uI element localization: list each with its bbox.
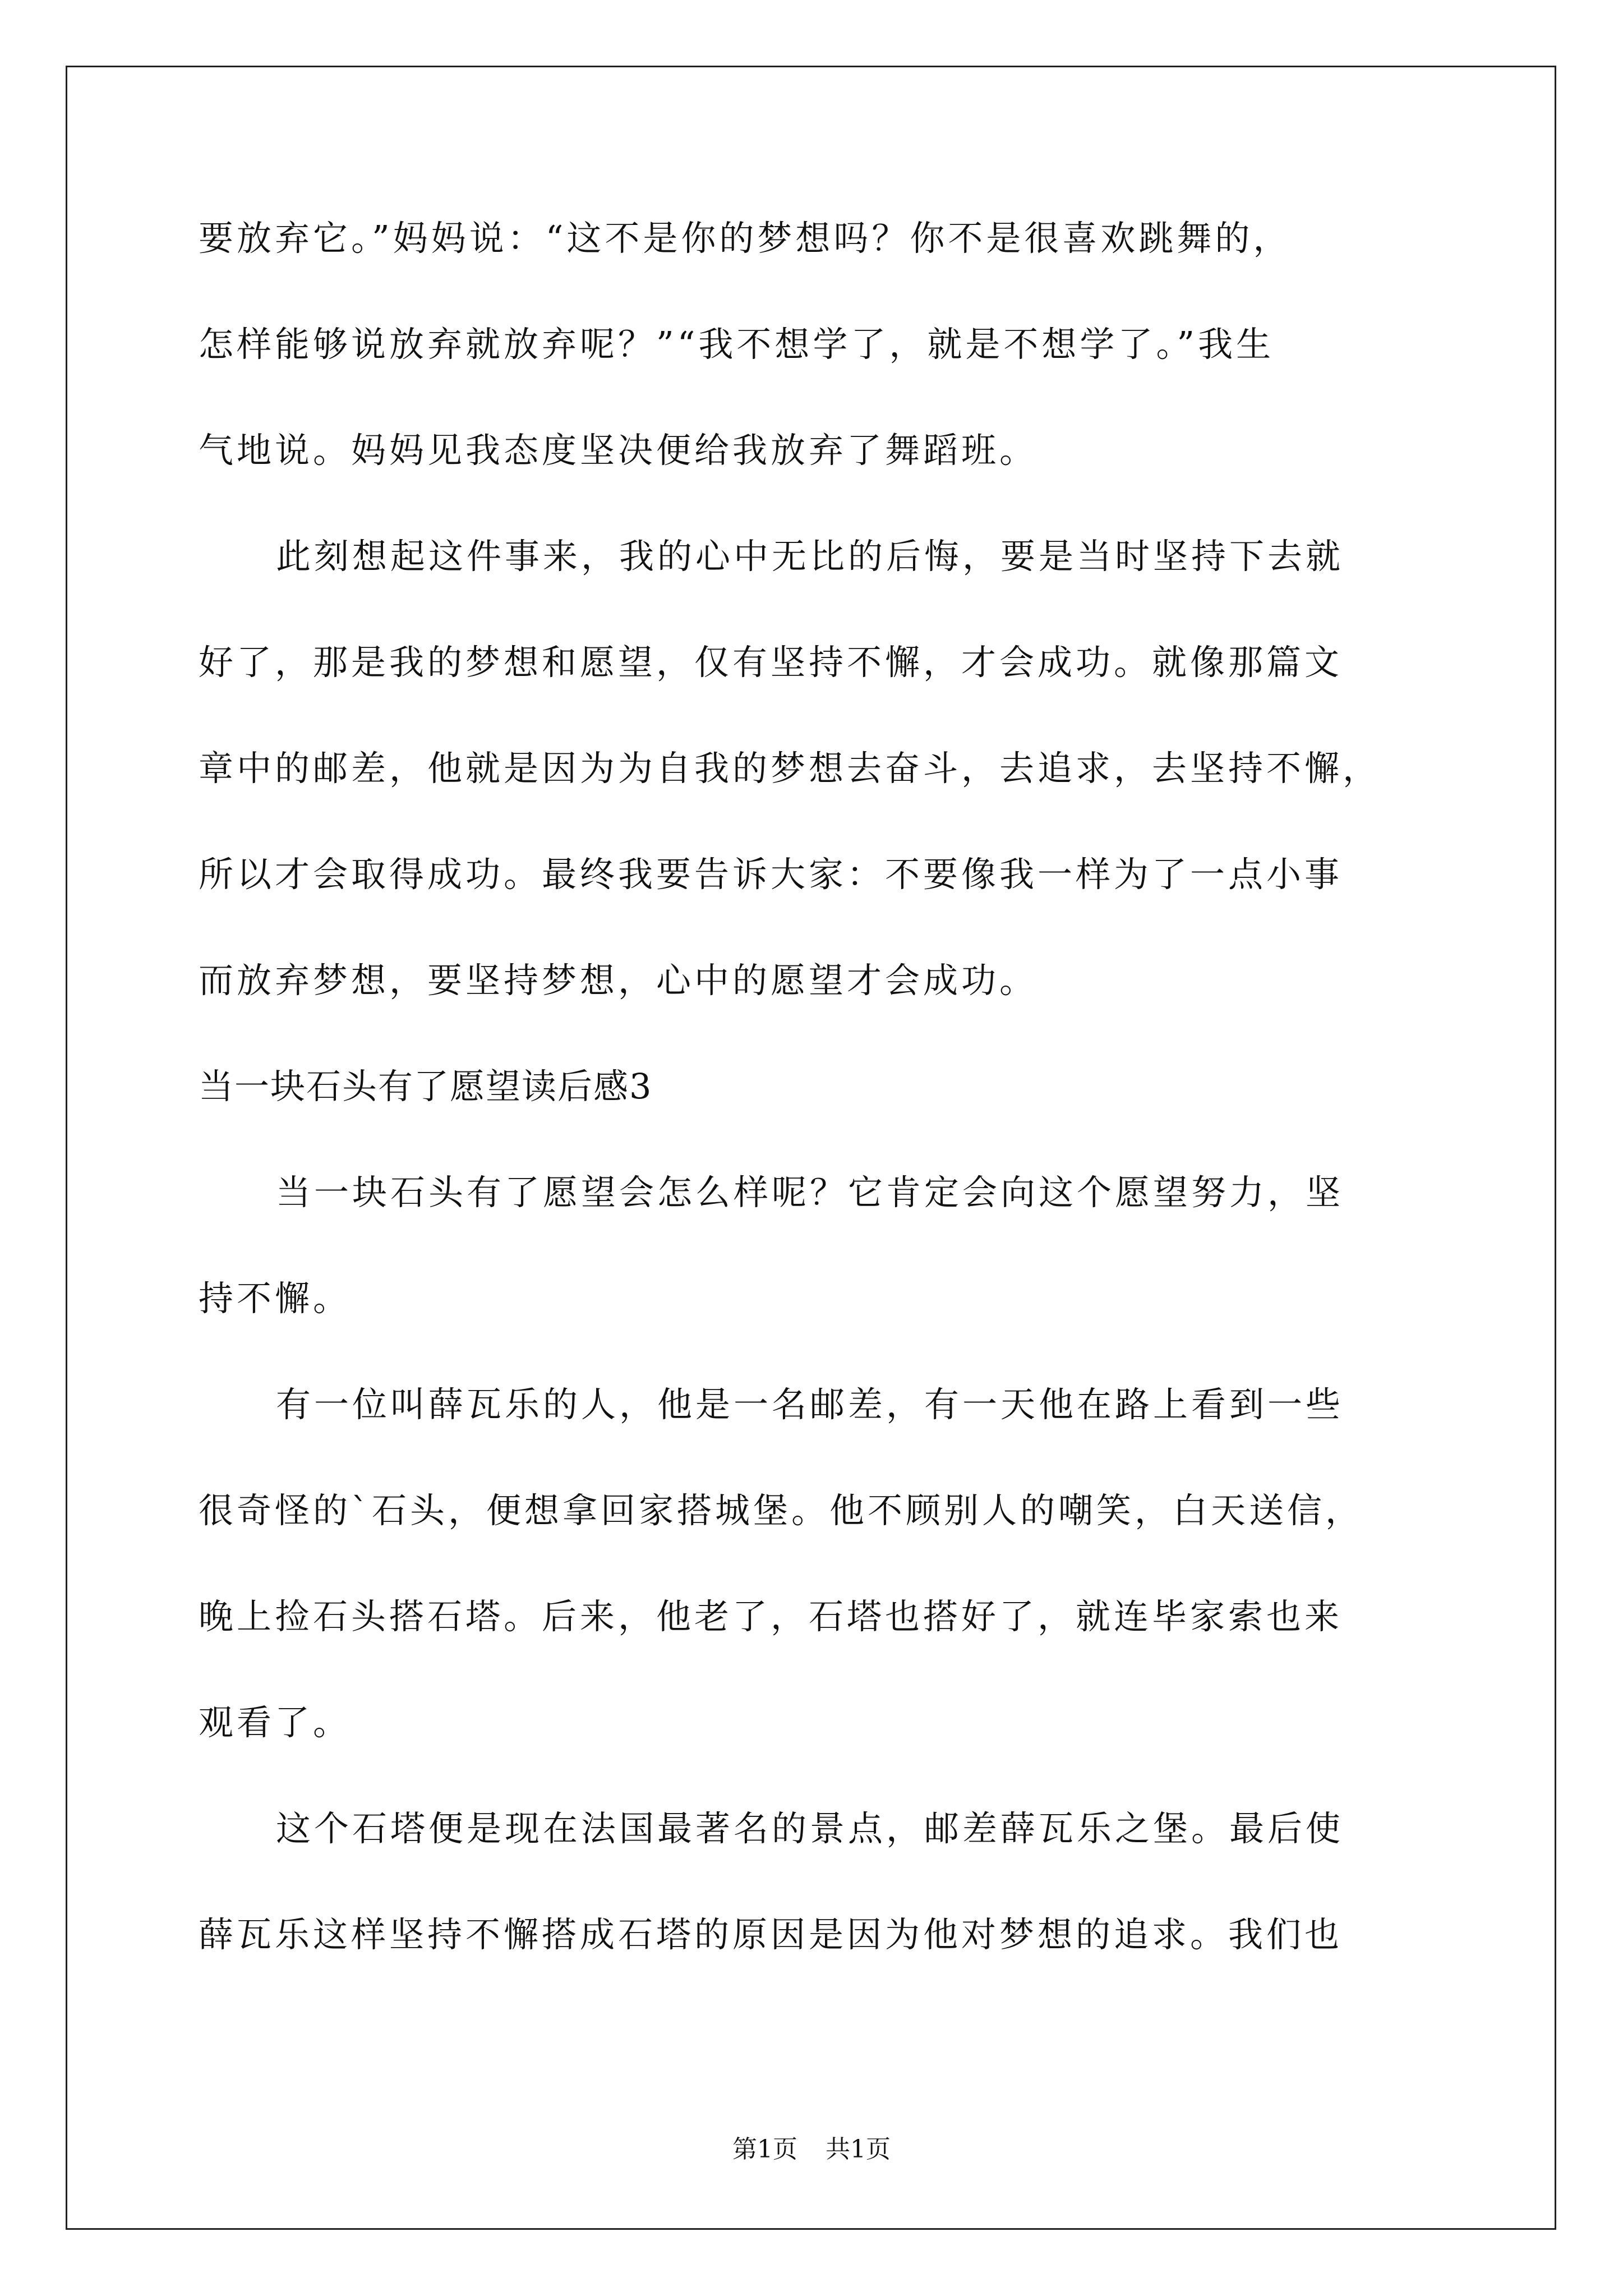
text-line: 而放弃梦想，要坚持梦想，心中的愿望才会成功。 (199, 960, 1038, 1001)
text-line: 要放弃它。”妈妈说：“这不是你的梦想吗？你不是很喜欢跳舞的， (199, 218, 1292, 259)
section-heading: 当一块石头有了愿望读后感3 (199, 1066, 653, 1107)
paragraph-start-line: 当一块石头有了愿望会怎么样呢？它肯定会向这个愿望努力，坚 (276, 1172, 1344, 1213)
text-line: 所以才会取得成功。最终我要告诉大家：不要像我一样为了一点小事 (199, 854, 1343, 895)
page-number-total: 共1页 (826, 2135, 891, 2164)
text-line: 章中的邮差，他就是因为为自我的梦想去奋斗，去追求，去坚持不懈， (199, 748, 1381, 789)
page-number-current: 第1页 (732, 2135, 797, 2164)
text-line: 气地说。妈妈见我态度坚决便给我放弃了舞蹈班。 (199, 430, 1038, 471)
page-footer (0, 2129, 1623, 2165)
document-body (199, 199, 1427, 2001)
text-line: 很奇怪的`石头，便想拿回家搭城堡。他不顾别人的嘲笑，白天送信， (199, 1490, 1364, 1531)
text-line: 怎样能够说放弃就放弃呢？”“我不想学了，就是不想学了。”我生 (199, 324, 1275, 365)
paragraph-start-line: 这个石塔便是现在法国最著名的景点，邮差薛瓦乐之堡。最后使 (276, 1808, 1344, 1849)
text-line: 观看了。 (199, 1702, 352, 1743)
paragraph-start-line: 此刻想起这件事来，我的心中无比的后悔，要是当时坚持下去就 (276, 536, 1344, 577)
text-line: 持不懈。 (199, 1278, 352, 1319)
paragraph-start-line: 有一位叫薛瓦乐的人，他是一名邮差，有一天他在路上看到一些 (276, 1384, 1344, 1425)
text-line: 好了，那是我的梦想和愿望，仅有坚持不懈，才会成功。就像那篇文 (199, 642, 1343, 683)
text-line: 晚上捡石头搭石塔。后来，他老了，石塔也搭好了，就连毕家索也来 (199, 1596, 1343, 1637)
text-line: 薛瓦乐这样坚持不懈搭成石塔的原因是因为他对梦想的追求。我们也 (199, 1914, 1343, 1955)
